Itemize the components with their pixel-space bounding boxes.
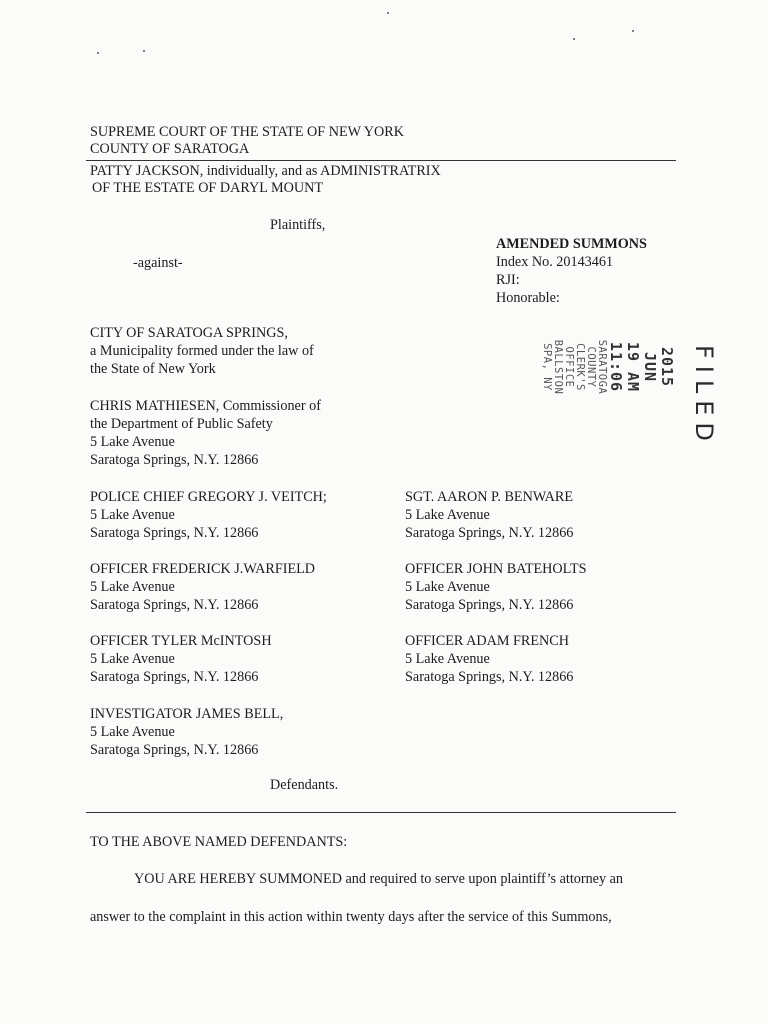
header-rule bbox=[86, 160, 676, 161]
defendant-address-line: 5 Lake Avenue bbox=[90, 724, 175, 740]
plaintiffs-label: Plaintiffs, bbox=[270, 217, 326, 233]
defendant-address-line: 5 Lake Avenue bbox=[405, 507, 490, 523]
defendant-name: POLICE CHIEF GREGORY J. VEITCH; bbox=[90, 489, 327, 505]
defendant-address-line: Saratoga Springs, N.Y. 12866 bbox=[405, 525, 574, 541]
scan-speck bbox=[573, 38, 575, 40]
index-number: Index No. 20143461 bbox=[496, 254, 614, 270]
caption-rule bbox=[86, 812, 676, 813]
defendant-name: INVESTIGATOR JAMES BELL, bbox=[90, 706, 284, 722]
defendant-name: OFFICER TYLER McINTOSH bbox=[90, 633, 272, 649]
scan-speck bbox=[387, 12, 389, 14]
defendant-address-line: Saratoga Springs, N.Y. 12866 bbox=[90, 597, 259, 613]
defendant-address-line: the Department of Public Safety bbox=[90, 416, 273, 432]
county-name: COUNTY OF SARATOGA bbox=[90, 141, 250, 157]
defendant-name: OFFICER ADAM FRENCH bbox=[405, 633, 569, 649]
defendant-address-line: 5 Lake Avenue bbox=[90, 579, 175, 595]
stamp-line: SARATOGA COUNTY bbox=[585, 339, 608, 395]
defendant-name: OFFICER FREDERICK J.WARFIELD bbox=[90, 561, 316, 577]
stamp-line: CLERK'S OFFICE bbox=[563, 343, 586, 391]
court-name: SUPREME COURT OF THE STATE OF NEW YORK bbox=[90, 124, 404, 140]
defendant-address-line: 5 Lake Avenue bbox=[405, 651, 490, 667]
scan-speck bbox=[143, 50, 145, 52]
defendants-label: Defendants. bbox=[270, 777, 339, 793]
summons-paragraph-line: YOU ARE HEREBY SUMMONED and required to serve upon plaintiff’s attorney an bbox=[134, 871, 623, 887]
defendant-address-line: 5 Lake Avenue bbox=[90, 507, 175, 523]
clerk-filing-stamp bbox=[541, 292, 676, 442]
defendant-address-line: 5 Lake Avenue bbox=[405, 579, 490, 595]
defendant-address-line: Saratoga Springs, N.Y. 12866 bbox=[405, 597, 574, 613]
defendant-name: SGT. AARON P. BENWARE bbox=[405, 489, 574, 505]
defendant-address-line: Saratoga Springs, N.Y. 12866 bbox=[90, 452, 259, 468]
defendant-address-line: Saratoga Springs, N.Y. 12866 bbox=[90, 525, 259, 541]
filed-stamp: FILED bbox=[690, 345, 718, 448]
address-line: TO THE ABOVE NAMED DEFENDANTS: bbox=[90, 834, 348, 850]
defendant-address-line: the State of New York bbox=[90, 361, 216, 377]
defendant-name: CHRIS MATHIESEN, Commissioner of bbox=[90, 398, 321, 414]
document-title: AMENDED SUMMONS bbox=[496, 236, 647, 252]
defendant-name: CITY OF SARATOGA SPRINGS, bbox=[90, 325, 288, 341]
summons-paragraph-line: answer to the complaint in this action within twenty days after the service of this Summons, bbox=[90, 909, 612, 925]
honorable-label: Honorable: bbox=[496, 290, 560, 306]
stamp-date: 2015 JUN 19 AM 11:06 bbox=[607, 341, 676, 393]
defendant-address-line: Saratoga Springs, N.Y. 12866 bbox=[90, 742, 259, 758]
scan-speck bbox=[632, 30, 634, 32]
rji-label: RJI: bbox=[496, 272, 520, 288]
defendant-address-line: 5 Lake Avenue bbox=[90, 434, 175, 450]
stamp-line: BALLSTON SPA, NY bbox=[541, 339, 564, 395]
scan-speck bbox=[97, 52, 99, 54]
defendant-name: OFFICER JOHN BATEHOLTS bbox=[405, 561, 587, 577]
plaintiff-name: PATTY JACKSON, individually, and as ADMINISTRATRIX bbox=[90, 163, 441, 179]
defendant-address-line: Saratoga Springs, N.Y. 12866 bbox=[90, 669, 259, 685]
plaintiff-estate: OF THE ESTATE OF DARYL MOUNT bbox=[92, 180, 323, 196]
defendant-address-line: a Municipality formed under the law of bbox=[90, 343, 314, 359]
defendant-address-line: 5 Lake Avenue bbox=[90, 651, 175, 667]
defendant-address-line: Saratoga Springs, N.Y. 12866 bbox=[405, 669, 574, 685]
against-label: -against- bbox=[133, 255, 183, 271]
